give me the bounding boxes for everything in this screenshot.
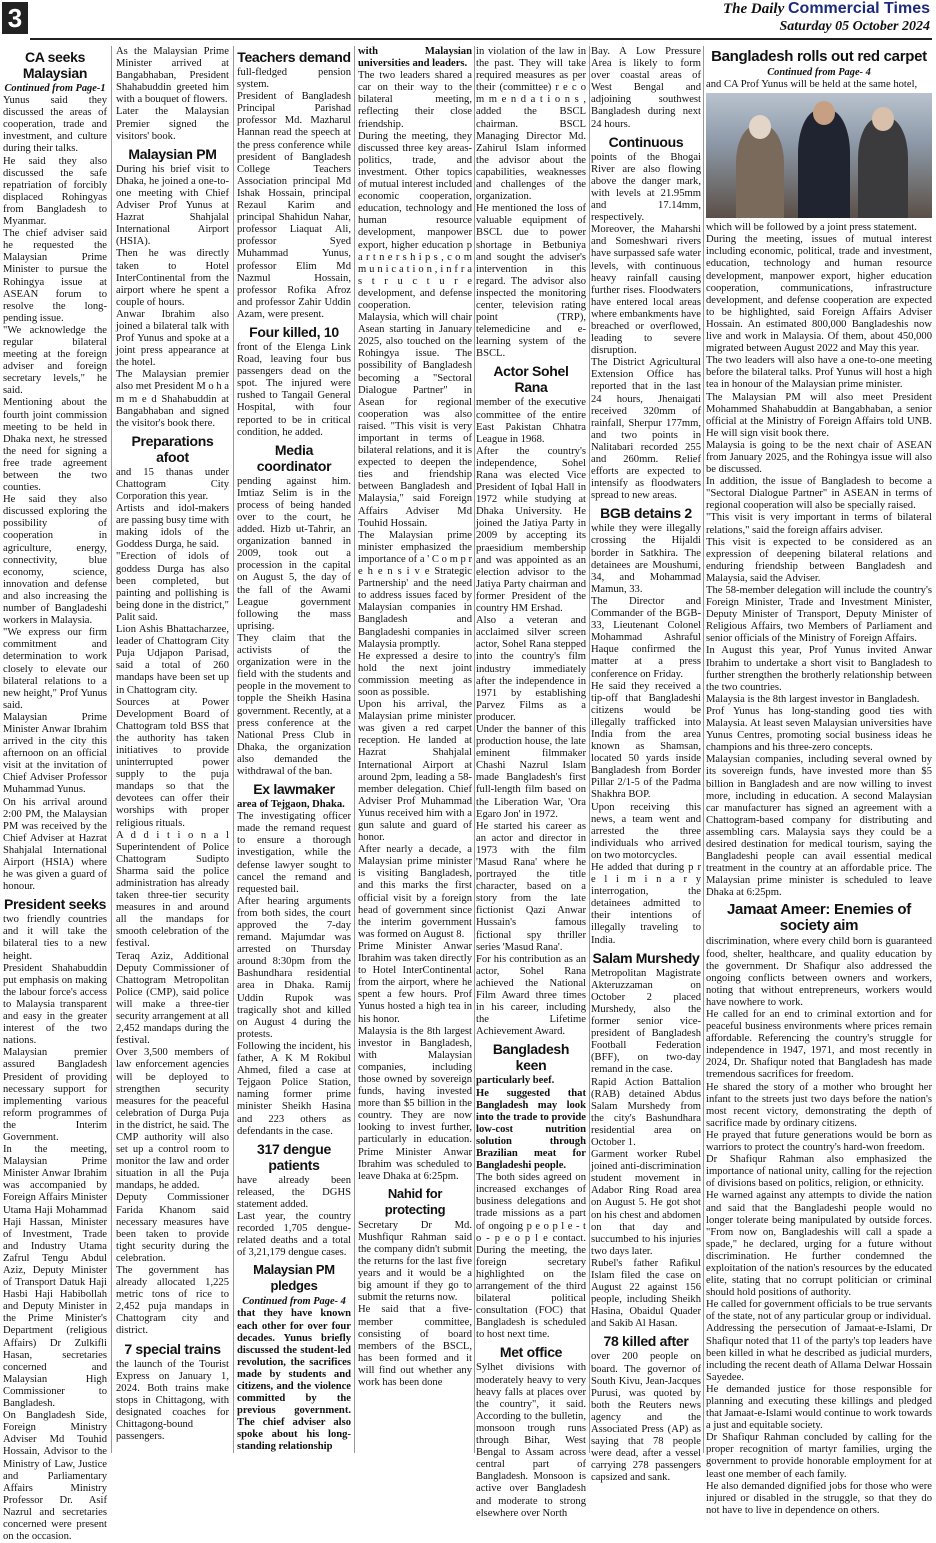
paragraph: Addressing the persecution of Jamaat-e-Islami, Dr Shafiqur noted that 11 of the party's top leaders have been killed in what he described as judicial murders, including the recent death of Allama Delwar Hossain Sayedee. xyxy=(706,1323,932,1383)
paragraph: Garment worker Rubel joined anti-discrimination student movement in Adabor Ring Road area on August 5. He got shot on his chest and abdomen on that day and succumbed to his injuries two days later. xyxy=(591,1149,701,1257)
paragraph: The government has already allocated 1,225 metric tons of rice to 2,452 puja mandaps in Chattogram city and district. xyxy=(116,1265,229,1337)
headline: Media coordinator xyxy=(256,441,332,474)
paragraph: Malaysia, which will chair Asean starting in January 2025, also touched on the Rohingya issue. The possibility of Bangladesh becoming a "Sectoral Dialogue Partner" in Asean for regional cooperation was also raised. "This visit is very important in terms of bilateral relations, and it is expected to deepen the ties and friendship between Bangladesh and Malaysia," said Foreign Affairs Adviser Md Touhid Hossain. xyxy=(358,312,472,529)
column-5 xyxy=(476,46,586,1519)
column-3 xyxy=(237,46,351,1453)
paragraph: In addition, the issue of Bangladesh to become a "Sectoral Dialogue Partner" in ASEAN in terms of regional cooperation will also be specially raised. xyxy=(706,476,932,512)
paragraph: After nearly a decade, a Malaysian prime minister is visiting Bangladesh, and this marks the first official visit by a foreign head of government since the interim government was formed on August 8. xyxy=(358,844,472,940)
paragraph: The Malaysian PM will also meet President Mohammed Shahabuddin at Bangabhaban, a senior official at the Ministry of Foreign Affairs told UNB. He will sign visit book there. xyxy=(706,391,932,439)
masthead xyxy=(0,0,936,40)
headline: 317 dengue patients xyxy=(256,1140,332,1173)
continued-note: Continued from Page- 4 xyxy=(242,1296,346,1308)
paragraph: President Shahabuddin put emphasis on making the labour force's access to Malaysia transparent and easy in the greater interest of the two nations. xyxy=(3,962,107,1047)
paragraph: Yunus said they discussed the areas of cooperation, trade and investment, and culture during their talks. xyxy=(3,95,107,155)
paragraph: Following the incident, his father, A K M Rokibul Ahmed, filed a case at Tejgaon Police Station, naming former prime minister Sheikh Hasina and 223 others as defendants in the case. xyxy=(237,1040,351,1137)
paragraph: "We express our firm commitment and determination to work closely to elevate our bilateral relations to a new height," Prof Yunus said. xyxy=(3,627,107,711)
paragraph: Malaysian Prime Minister Anwar Ibrahim arrived in the city this afternoon on an official visit at the invitation of Chief Adviser Professor Muhammad Yunus. xyxy=(3,711,107,796)
paragraph: pending against him. Imtiaz Selim is in the process of being handed over to the court, he added. Hizb ut-Tahrir, an organization banned in 2009, took out a procession in the capital on August 5, the day of the fall of the Awami League government following the mass uprising. xyxy=(237,475,351,632)
paragraph: A d d i t i o n a l Superintendent of Police Chattogram Sudipto Sharma said the police administration has already taken three-tier security measures in and around all the mandaps for smooth celebration of the festival. xyxy=(116,829,229,950)
continued-note: Continued from Page-1 xyxy=(4,83,106,94)
paragraph: Bay. A Low Pressure Area is likely to form over coastal areas of West Bengal and adjoining southwest Bangladesh during next 24 hours. xyxy=(591,46,701,130)
paragraph: front of the Elenga Link Road, leaving four bus passengers dead on the spot. The injured were rushed to Tangail General Hospital, with four reported to be in critical condition, he added. xyxy=(237,341,351,438)
paragraph: He also demanded dignified jobs for those who were injured or disabled in the struggle, so that they do not have to live in dependence on others. xyxy=(706,1480,932,1516)
paragraph: The investigating officer made the remand request to ensure a thorough investigation, while the defense lawyer sought to cancel the remand and requested bail. xyxy=(237,811,351,895)
paragraph: Prof Yunus has long-standing good ties with Malaysia. At least seven Malaysian universities have Yunus Centres, promoting social business ideas he champions and his three-zero concepts. xyxy=(706,705,932,754)
paragraph: Later the Malaysian Premier signed the visitors' book. xyxy=(116,106,229,142)
paragraph: while they were illegally crossing the Hijaldi border in Satkhira. The detainees are Moushumi, 34, and Mohammad Mamun, 33. xyxy=(591,523,701,595)
paragraph: He added that during p r e l i m i n a r y interrogation, the detainees admitted to their intentions of illegally traveling to India. xyxy=(591,862,701,946)
paragraph: Metropolitan Magistrate Akteruzzaman on October 2 placed Murshedy, also the former senior vice-president of Bangladesh Football Federation (BFF), on two-day remand in the case. xyxy=(591,967,701,1076)
paragraph: Artists and idol-makers are passing busy time with making idols of the Goddess Durga, he said. xyxy=(116,503,229,551)
paragraph: This visit is expected to be considered as an expression of deepening bilateral relations and enduring friendship between Bangladesh and Malaysia, said the Adviser. xyxy=(706,536,932,584)
paragraph: The Director and Commander of the BGB-33, Lieutenant Colonel Mohammad Ashraful Haque confirmed the matter at a press conference on Friday. xyxy=(591,595,701,680)
paragraph: Prime Minister Anwar Ibrahim was taken directly to Hotel InterContinental from the airport, where he spent a few hours. Prof Yunus hosted a high tea in his honor. xyxy=(358,940,472,1025)
headline: 7 special trains xyxy=(124,1340,221,1357)
paragraph: He started his career as an actor and director in 1973 with the film 'Masud Rana' where he portrayed the title character, based on a story from the late fictionist Qazi Anwar Hussain's famous fictional spy thriller series 'Masud Rana'. xyxy=(476,820,586,953)
paragraph: They claim that the activists of the organization were in the field with the students and people in the movement to topple the Sheikh Hasina government. Recently, at a press conference at the National Press Club in Dhaka, the organization also demanded the withdrawal of the ban. xyxy=(237,632,351,777)
paragraph: He warned against any attempts to divide the nation and said that the Bangladeshi people would no longer tolerate being manipulated by outside forces. "From now on, Bangladeshis will call a spade a spade," he declared, urging for a future without discrimination. He further condemned the exploitation of the nation's resources by the educated elite, stating that no corrupt politician or criminal should hold positions of authority. xyxy=(706,1190,932,1299)
headline: Teachers demand xyxy=(237,49,351,65)
paragraph: Under the banner of this production house, the late eminent filmmaker Chashi Nazrul Islam made Bangladesh's first full-length film based on the Liberation War, 'Ora Egaro Jon' in 1972. xyxy=(476,723,586,820)
headline: 78 killed after xyxy=(603,1333,689,1350)
headline: Ex lawmaker xyxy=(253,781,335,798)
photo-figure-head xyxy=(749,115,771,139)
paragraph: In August this year, Prof Yunus invited Anwar Ibrahim to undertake a short visit to Bangladesh to further strengthen the brotherly relationship between the two countries. xyxy=(706,645,932,693)
column-divider xyxy=(589,46,590,1453)
paragraph: On Bangladesh Side, Foreign Ministry Adviser Md Touhid Hossain, Advisor to the Ministry of Law, Justice and Parliamentary Affairs Ministry Professor Dr. Asif Nazrul and secretaries concerned were present on the occasion. xyxy=(3,1410,107,1543)
paragraph: Then he was directly taken to Hotel InterContinental from the airport where he spent a couple of hours. xyxy=(116,248,229,308)
paragraph: Over 3,500 members of law enforcement agencies will be deployed to strengthen security measures for the peaceful celebration of Durga Puja in the district, he said. The CMP authority will also set up a control room to monitor the law and order situation in all the Puja mandaps, he added. xyxy=(116,1047,229,1192)
headline: Preparations afoot xyxy=(131,432,214,465)
photo-figure-head xyxy=(872,107,894,131)
headline: Jamaat Ameer: Enemies of society aim xyxy=(727,901,911,935)
headline: Malaysian PM xyxy=(128,145,217,162)
paragraph: He prayed that future generations would be born as warriors to protect the country's hard-won freedom. xyxy=(706,1129,932,1154)
paragraph: discrimination, where every child born is guaranteed food, shelter, healthcare, and quality education by the government. Dr Shafiqur also addressed the ongoing conflicts between owners and workers, noting that without entrepreneurs, workers would have nowhere to work. xyxy=(706,936,932,1008)
paragraph: He said they received a tip-off that Bangladeshi citizens would be illegally trafficked into India from the area known as Shamsan, located 50 yards inside Bangladesh from Border Pillar 2/1-5 of the Padma Shakhra BOP. xyxy=(591,680,701,801)
paragraph: He demanded justice for those responsible for planning and executing these killings and pledged that Jamaat-e-Islami would continue to work towards a just and equitable society. xyxy=(706,1383,932,1432)
paragraph: Lion Ashis Bhattacharzee, leader of Chattogram City Puja Udjapon Parisad, said a total of 260 mandaps have been set up in Chattogram city. xyxy=(116,624,229,696)
photo-figure xyxy=(858,118,908,218)
paragraph: Malaysia is the 8th largest investor in Bangladesh, with Malaysian companies, including those owned by sovereign funds, having invested more than $5 billion in the country. They are now looking to invest further, particularly in education. Prime Minister Anwar Ibrahim was scheduled to leave Dhaka at 6:25pm. xyxy=(358,1025,472,1182)
headline: Malaysian PM pledges xyxy=(253,1262,335,1294)
paragraph: Teraq Aziz, Additional Deputy Commissioner of Chattogram Metropolitan Police (CMP), said police will make a three-tier security arrangement at all 2,452 mandaps during the festival. xyxy=(116,950,229,1047)
paragraph: He said they also discussed the safe repatriation of forcibly displaced Rohingyas from Bangladesh to Myanmar. xyxy=(3,155,107,228)
issue-date: Saturday 05 October 2024 xyxy=(779,19,930,34)
headline: Met office xyxy=(499,1344,563,1361)
lead-story-body xyxy=(706,222,932,1517)
column-divider xyxy=(233,46,234,1453)
headline: President seeks xyxy=(3,896,107,913)
paper-brand: Commercial Times xyxy=(788,0,930,17)
page-number: 3 xyxy=(2,2,28,34)
paragraph: Malaysia is the 8th largest investor in Bangladesh. xyxy=(706,693,920,705)
paragraph: two friendly countries and it will take the bilateral ties to a new height. xyxy=(3,914,107,962)
paragraph: Sylhet divisions with moderately heavy to very heavy falls at places over the country", it said. According to the bulletin, monsoon trough runs through Bihar, West Bengal to Assam across central part of Bangladesh. Monsoon is active over Bangladesh and moderate to strong elsewhere over North xyxy=(476,1362,586,1519)
column-7 xyxy=(706,46,932,1516)
paragraph: He called for government officials to be true servants of the state, not of any particular group or individual. xyxy=(706,1299,932,1323)
paragraph: He suggested that Bangladesh may look into the trade to provide low-cost nutrition solution through Brazilian meat for Bangladeshi people. xyxy=(476,1087,586,1172)
paragraph: He mentioned the loss of valuable equipment of BSCL due to power shortage in Betbuniya and sought the adviser's intervention in this regard. The advisor also inspected the monitoring center, television rating point (TRP), telemedicine and e-learning system of the BSCL. xyxy=(476,203,586,360)
paragraph: After the country's independence, Sohel Rana was elected Vice President of Iqbal Hall in 1972 while studying at Dhaka University. He joined the Jatiya Party in 2009 by accepting its praesidium membership and was appointed as an election advisor to the Jatiya Party chairman and former President of the country HM Ershad. xyxy=(476,445,586,615)
column-divider xyxy=(474,46,475,1453)
paragraph: with Malaysian universities and leaders. xyxy=(358,46,472,70)
paragraph: "We acknowledge the regular bilateral meeting at the foreign adviser and foreign secretary levels," he said. xyxy=(3,324,107,397)
paragraph: "This visit is very important in terms of bilateral relations," said the foreign affairs adviser. xyxy=(706,512,932,536)
column-divider xyxy=(354,46,355,1453)
paragraph: During the meeting, issues of mutual interest including economic, political, trade and investment, education, technology and human resource development, manpower export, higher education cooperation, communications, infrastructure development, and defense cooperation are expected to be highlighted, said Foreign Affairs Adviser Hossain. An estimated 800,000 Bangladeshis now live and work in Malaysia. Of them, about 450,000 migrated between August 2022 and May this year. xyxy=(706,234,932,355)
paragraph: the launch of the Tourist Express on January 1, 2024. Both trains make stops in Chittagong, with designated coaches for Chittagong-bound passengers. xyxy=(116,1358,229,1443)
column-divider xyxy=(703,46,704,1453)
paragraph: have already been released, the DGHS statement added. xyxy=(237,1174,351,1210)
paragraph: The District Agricultural Extension Office has reported that in the last 24 hours, Jhenaigati received 320mm of rainfall, Sherpur 177mm, and two points in Nalitabari recorded 255 and 260mm. Relief efforts are expected to intensify as floodwaters spread to new areas. xyxy=(591,357,701,502)
headline: CA seeks Malaysian xyxy=(22,49,88,81)
headline: BGB detains 2 xyxy=(600,505,692,522)
paper-prefix: The Daily xyxy=(723,1,788,17)
column-divider xyxy=(111,46,112,1453)
paragraph: The Malaysian premier also met President M o h a m m e d Shahabuddin at Bangabhaban and signed the visitor's book there. xyxy=(116,369,229,429)
paragraph: in violation of the law in the past. They will take required measures as per their (committee) r e c o m m e n d a t i o n s , added the BSCL chairman. BSCL Managing Director Md. Zahirul Islam informed the advisor about the capabilities, weaknesses and challenges of the organization. xyxy=(476,46,586,203)
paragraph: During the meeting, they discussed three key areas-politics, trade, and investment. Other topics of mutual interest included economic cooperation, education, technology and human resource development, manpower export, higher education p a r t n e r s h i p s , c o m m u n i c a t i o n , i n f r a s t r u c t u r e development, and defense cooperation. xyxy=(358,130,472,311)
paper-name xyxy=(723,0,930,18)
paragraph: The Malaysian prime minister emphasized the importance of a ' C o m p r e h e n s i v e Strategic Partnership' and the need to address issues faced by Malaysian companies in Bangladesh and Bangladeshi companies in Malaysia promptly. xyxy=(358,529,472,650)
news-photo xyxy=(706,93,932,218)
paragraph: The two leaders shared a car on their way to the bilateral meeting, reflecting their close friendship. xyxy=(358,70,472,130)
paragraph: He called for an end to criminal extortion and for peaceful business environments where prices remain affordable. Referencing the country's struggle for independence in 1947, 1971, and most recently in 2024, Dr. Shafiqur noted that Bangladesh has made tremendous sacrifices for freedom. xyxy=(706,1009,932,1081)
paragraph: Secretary Dr Md. Mushfiqur Rahman said the company didn't submit the returns for the last five years and it would be a big amount if they go to submit the returns now. xyxy=(358,1219,472,1304)
paragraph: On his arrival around 2:00 PM, the Malaysian PM was received by the Chief Adviser at Hazrat Shahjalal International Airport (HSIA) where he was given a guard of honour. xyxy=(3,796,107,893)
paragraph: He said they also discussed exploring the possibility of cooperation in agriculture, energy, connectivity, blue economy, science, innovation and defense and also increasing the number of Bangladeshi workers in Malaysia. xyxy=(3,494,107,627)
headline: Bangladesh keen xyxy=(492,1041,570,1074)
paragraph: Upon his arrival, the Malaysian prime minister was given a red carpet reception. He landed at Hazrat Shahjalal International Airport at around 2pm, leading a 58-member delegation. Chief Adviser Prof Muhammad Yunus received him with a gun salute and guard of honor. xyxy=(358,699,472,844)
paragraph: The 58-member delegation will include the country's Foreign Minister, Trade and Investment Minister, Deputy Minister of Transport, Deputy Minister of Religious Affairs, two Members of Parliament and senior officials of the Ministry of Foreign Affairs. xyxy=(706,585,932,645)
paragraph: For his contribution as an actor, Sohel Rana achieved the National Film Award three times in his career, including the Lifetime Achievement Award. xyxy=(476,953,586,1038)
paragraph: Anwar Ibrahim also joined a bilateral talk with Prof Yunus and spoke at a joint press appearance at the hotel. xyxy=(116,308,229,369)
continued-note: Continued from Page- 4 xyxy=(767,67,871,78)
paragraph: and CA Prof Yunus will be held at the same hotel, xyxy=(706,79,918,91)
paragraph: Dr Shafiqur Rahman also emphasized the importance of national unity, calling for the rejection of divisions based on politics, religion, or ethnicity. xyxy=(706,1154,932,1190)
paragraph: After hearing arguments from both sides, the court approved the 7-day remand. Majumdar was arrested on Thursday around 8:30pm from the Bashundhara residential area in Dhaka. Ramij Uddin Rupok was tragically shot and killed on August 4 during the protests. xyxy=(237,895,351,1040)
paragraph: Deputy Commissioner Farida Khanom said necessary measures have been taken to provide tight security during the celebration. xyxy=(116,1192,229,1264)
paragraph: area of Tejgaon, Dhaka. xyxy=(237,799,345,811)
paragraph: Malaysian companies, including several owned by its sovereign funds, have invested more than $5 billion in Bangladesh and are now willing to invest more, including in education. A second Malaysian car manufacturer has signed an agreement with a Chattogram-based company for distributing and assembling cars. Malaysia says they could be a desired destination for medical tourism, saying the Bangladeshi people can avail essential medical treatment in the country at an affordable price. The Malaysian prime minister is scheduled to leave Dhaka at 6:25pm. xyxy=(706,754,932,899)
photo-figure xyxy=(798,110,850,218)
column-6 xyxy=(591,46,702,1484)
paragraph: Malaysian premier assured Bangladesh President of providing necessary support for implementing various reform programmes of the Interim Government. xyxy=(3,1047,107,1143)
headline: Four killed, 10 xyxy=(249,323,339,340)
paragraph: During his brief visit to Dhaka, he joined a one-to-one meeting with Chief Adviser Prof Yunus at Hazrat Shahjalal International Airport (HSIA). xyxy=(116,163,229,248)
headline: Continuous xyxy=(608,133,684,150)
headline: Nahid for protecting xyxy=(384,1185,446,1217)
paragraph: that they have known each other for over four decades. Yunus briefly discussed the student-led revolution, the sacrifices made by students and citizens, and the violence committed by the previous government. The chief adviser also spoke about his long-standing relationship xyxy=(237,1308,351,1453)
headline: Salam Murshedy xyxy=(592,949,700,966)
paragraph: He said that a five-member committee, consisting of board members of the BSCL, has been formed and it will find out whether any work has been done xyxy=(358,1304,472,1389)
paragraph: Upon receiving this news, a team went and arrested the three individuals who arrived on two motorcycles. xyxy=(591,801,701,861)
paragraph: In the meeting, Malaysian Prime Minister Anwar Ibrahim was accompanied by Foreign Affairs Minister Utama Haji Mohammad Haji Hassan, Minister of Investment, Trade and Industry Utama Zafrul Tengu Abdul Aziz, Deputy Minister of Transport Datuk Haji Hasbi Haji Habibollah and Deputy Minister in the Prime Minister's Department (religious Affairs) Dr Zulkifli Hasan, secretaries concerned and Malaysian High Commissioner to Bangladesh. xyxy=(3,1144,107,1410)
paragraph: President of Bangladesh Principal Parishad professor Md. Mazharul Hannan read the speech at the press conference while president of Bangladesh College Teachers Association principal Md Ishak Hossain, principal Rezaul Karim and principal Shahidun Nahar, professor Liaquat Ali, professor Syed Muhammad Yunus, professor Elim Md Nazmul Hossain, professor Rofika Afroz and professor Zahir Uddin Azam, were present. xyxy=(237,91,351,320)
paragraph: Rubel's father Rafikul Islam filed the case on August 22 against 156 people, including Sheikh Hasina, Obaidul Quader and Sakib Al Hasan. xyxy=(591,1257,701,1330)
paragraph: Dr Shafiqur Rahman concluded by calling for the proper recognition of martyr families, urging the government to provide honorable employment for at least one member of each family. xyxy=(706,1432,932,1480)
paragraph: and 15 thanas under Chattogram City Corporation this year. xyxy=(116,466,229,502)
paragraph: Mentioning about the fourth joint commission meeting to be held in Dhaka next, he stressed the need for signing a free trade agreement between the two counties. xyxy=(3,397,107,494)
header-rule xyxy=(30,38,932,40)
paragraph: particularly beef. xyxy=(476,1075,555,1087)
headline: Bangladesh rolls out red carpet xyxy=(711,48,927,65)
paragraph: which will be followed by a joint press statement. xyxy=(706,222,917,234)
paragraph: Moreover, the Maharshi and Someshwari rivers have surpassed safe water levels, with continuous heavy rainfall causing further rises. Floodwaters have entered local areas where embankments have breached or overflowed, leading to severe disruption. xyxy=(591,224,702,357)
paragraph: Malaysia is going to be the next chair of ASEAN from January 2025, and the Rohingya issue will also be discussed. xyxy=(706,439,932,476)
paragraph: He shared the story of a mother who brought her infant to the streets just two days before the nation's most recent victory, demonstrating the depth of sacrifice made by ordinary citizens. xyxy=(706,1081,932,1129)
paragraph: The chief adviser said he requested the Malaysian Prime Minister to pursue the Rohingya issue at ASEAN forum to resolve the long-pending issue. xyxy=(3,228,107,324)
paragraph: The both sides agreed on increased exchanges of business delegations and trade missions as a part of ongoing p e o p l e - t o - p e o p l e contact. During the meeting, the foreign secretary highlighted on the arrangement of the third bilateral political consultation (FOC) that Bangladesh is scheduled to host next time. xyxy=(476,1172,586,1341)
lead-story-head xyxy=(706,49,932,91)
paragraph: The two leaders will also have a one-to-one meeting before the bilateral talks. Prof Yunus will host a high tea in honour of the Malaysian prime minister. xyxy=(706,355,932,391)
headline: Actor Sohel Rana xyxy=(493,363,569,396)
paragraph: full-fledged pension system. xyxy=(237,67,351,91)
paragraph: He expressed a desire to hold the next joint commission meeting as soon as possible. xyxy=(358,650,472,698)
column-1 xyxy=(3,46,107,1543)
paragraph: Sources at Power Development Board of Chattogram told BSS that the authority has taken initiatives to provide uninterrupted power supply to the puja mandaps so that the devotees can offer their worships with proper religious rituals. xyxy=(116,696,229,829)
photo-figure-head xyxy=(813,101,835,125)
column-4 xyxy=(358,46,472,1453)
paragraph: member of the executive committee of the entire East Pakistan Chhatra League in 1968. xyxy=(476,397,586,445)
photo-figure xyxy=(736,126,784,218)
paragraph: "Erection of idols of goddess Durga has also been completed, but painting and pollishing is being done in the district," Palit said. xyxy=(116,551,229,623)
paragraph: Last year, the country recorded 1,705 dengue-related deaths and a total of 3,21,179 dengue cases. xyxy=(237,1210,351,1259)
paragraph: points of the Bhogai River are also flowing above the danger mark, with levels at 21.95mm and 17.14mm, respectively. xyxy=(591,151,701,224)
paragraph: Rapid Action Battalion (RAB) detained Abdus Salam Murshedy from the city's Bashundhara residential area on October 1. xyxy=(591,1076,701,1148)
paragraph: Also a veteran and acclaimed silver screen actor, Sohel Rana stepped into the country's film industry immediately after the independence in 1971 by establishing Parvez Films as a producer. xyxy=(476,615,586,723)
paragraph: over 200 people on board. The governor of South Kivu, Jean-Jacques Purusi, was quoted by both the Reuters news agency and the Associated Press (AP) as saying that 78 people were dead, after a vessel carrying 278 passengers capsized and sank. xyxy=(591,1351,701,1484)
paragraph: As the Malaysian Prime Minister arrived at Bangabhaban, President Shahabuddin greeted him with a bouquet of flowers. xyxy=(116,46,229,106)
column-2 xyxy=(116,46,229,1453)
